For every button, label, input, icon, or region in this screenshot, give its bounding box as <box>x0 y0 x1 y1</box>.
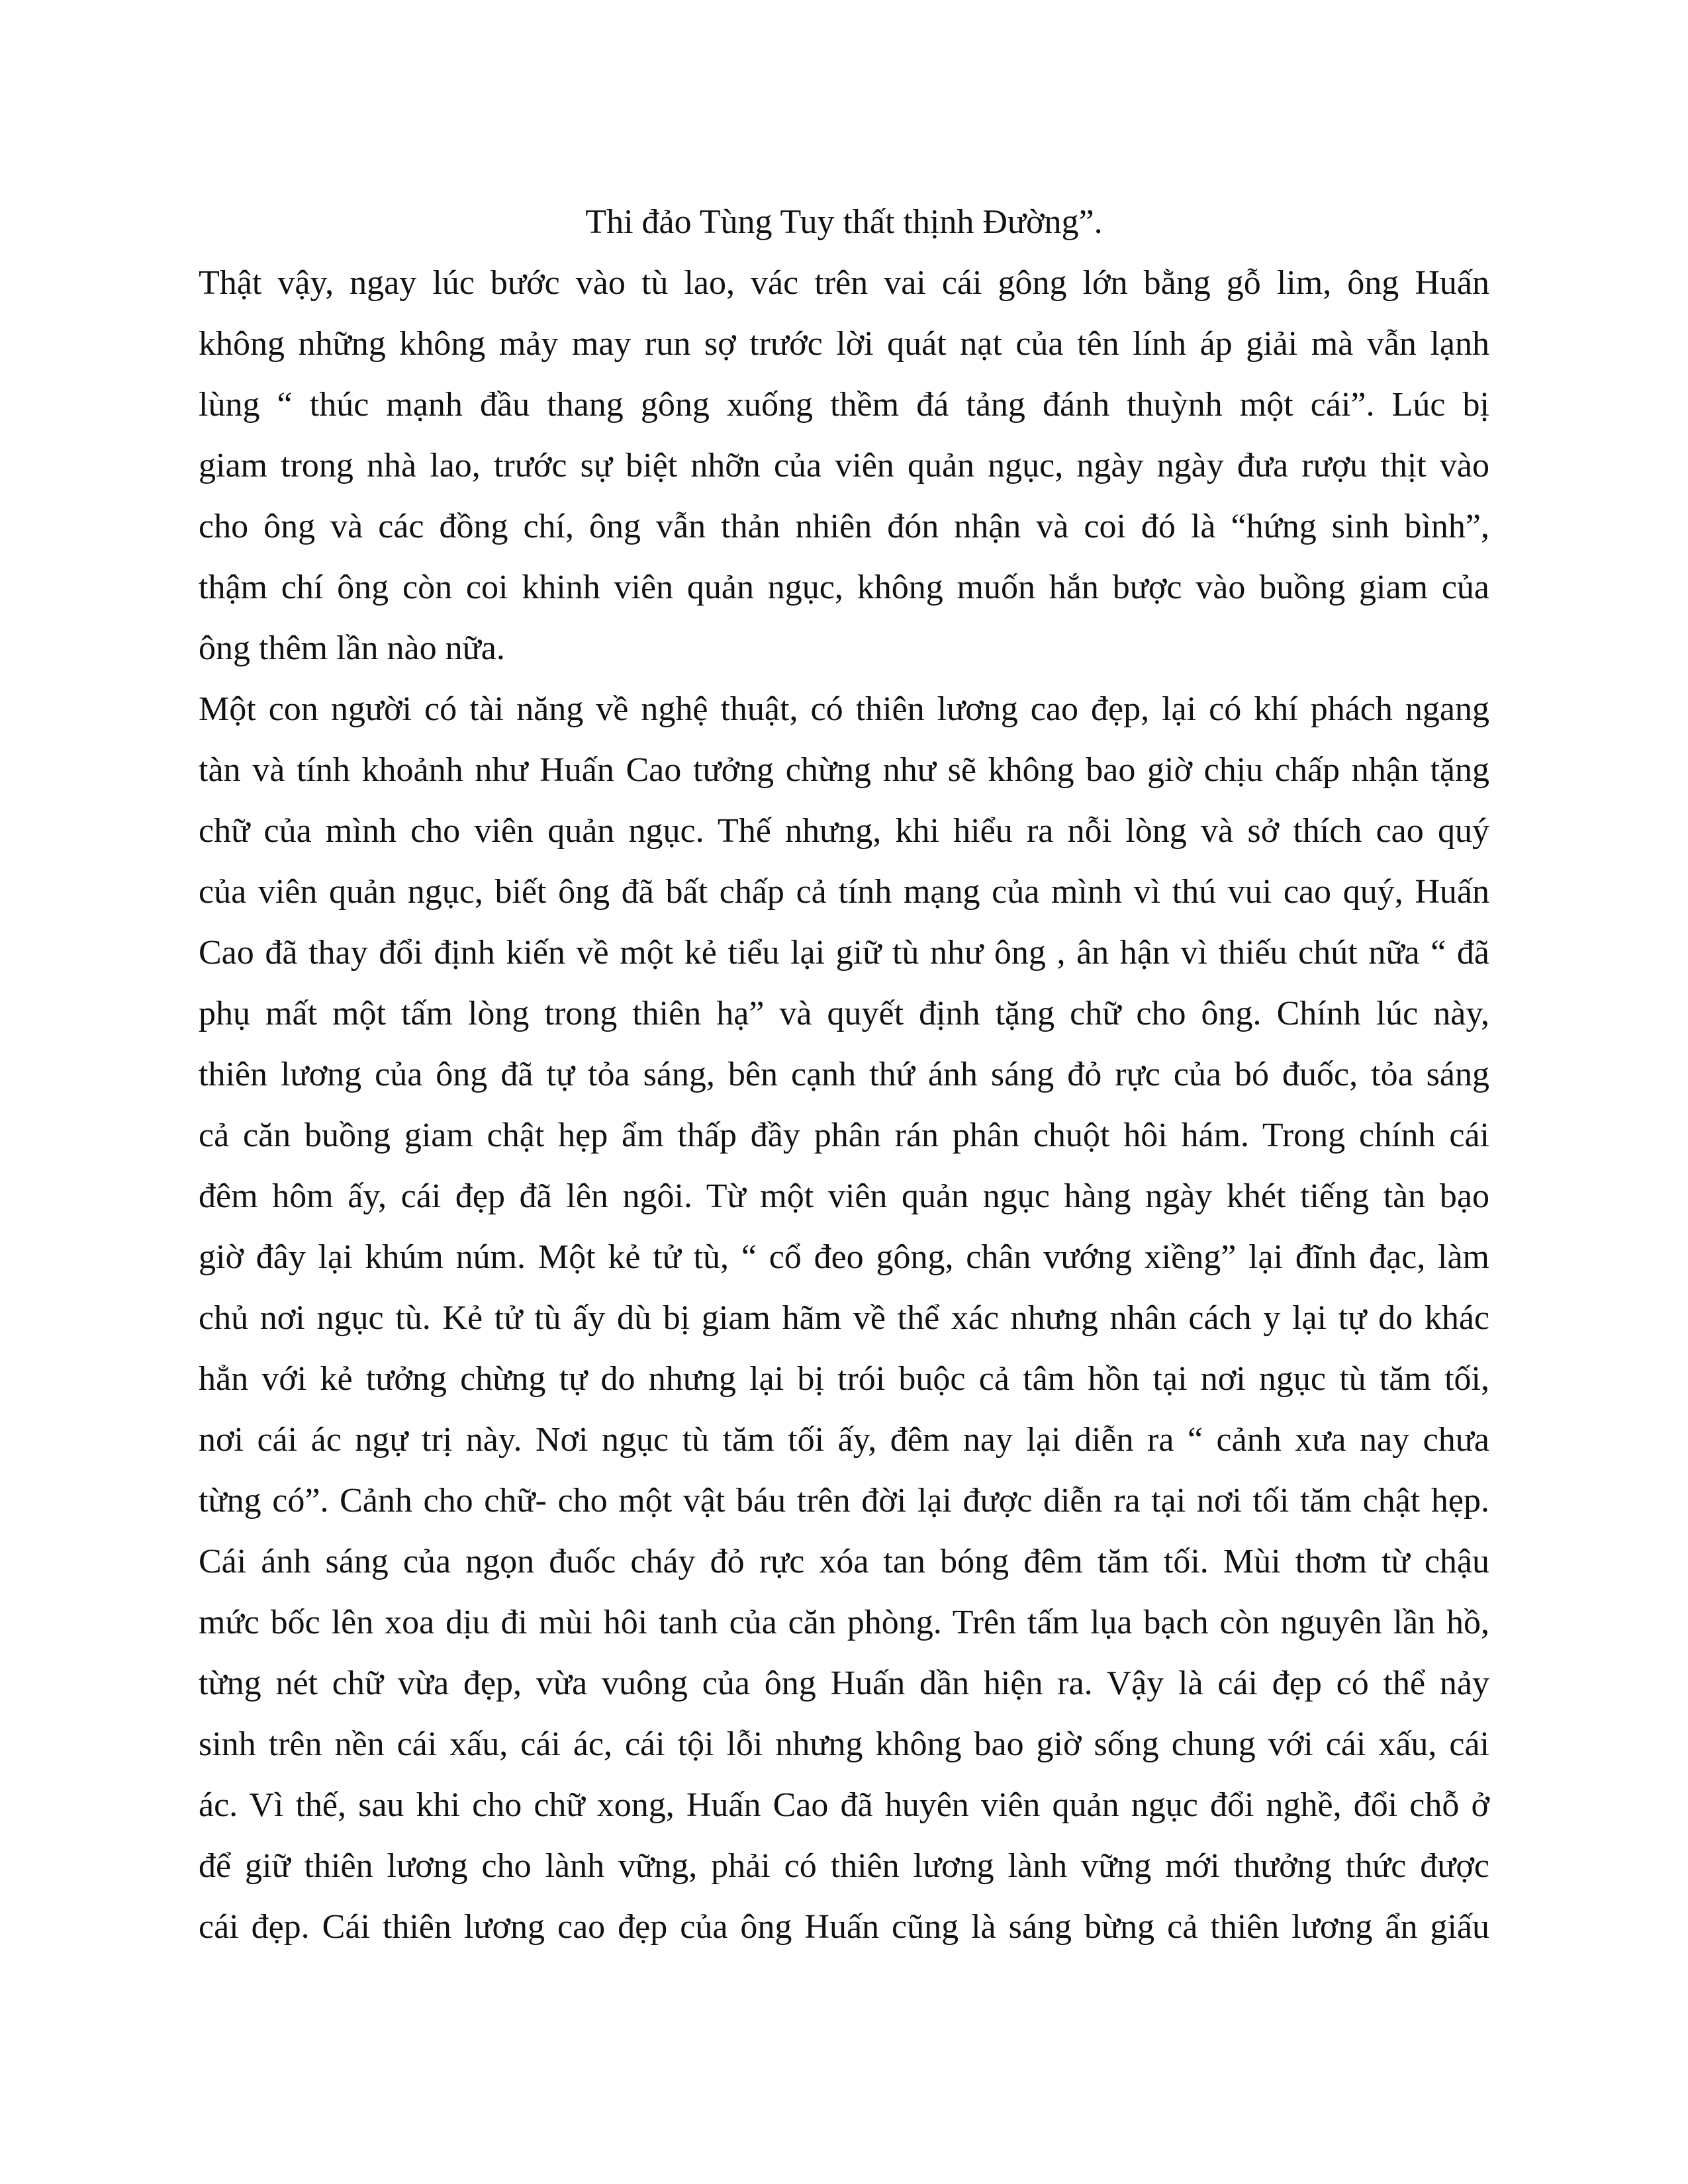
text-line: giờ đây lại khúm núm. Một kẻ tử tù, “ cổ đeo gông, chân vướng xiềng” lại đĩnh đạc, làm <box>199 1238 1489 1276</box>
text-line: nơi cái ác ngự trị này. Nơi ngục tù tăm tối ấy, đêm nay lại diễn ra “ cảnh xưa nay chưa <box>199 1421 1489 1459</box>
paragraph-1 <box>199 253 1489 679</box>
text-line: Một con người có tài năng về nghệ thuật, có thiên lương cao đẹp, lại có khí phách ngang <box>199 690 1489 728</box>
text-line: đêm hôm ấy, cái đẹp đã lên ngôi. Từ một viên quản ngục hàng ngày khét tiếng tàn bạo <box>199 1177 1489 1215</box>
text-line: từng có”. Cảnh cho chữ- cho một vật báu trên đời lại được diễn ra tại nơi tối tăm chật hẹp. <box>199 1482 1489 1520</box>
paragraph-2 <box>199 679 1489 1958</box>
text-line: cho ông và các đồng chí, ông vẫn thản nhiên đón nhận và coi đó là “hứng sinh bình”, <box>199 508 1489 545</box>
text-line: từng nét chữ vừa đẹp, vừa vuông của ông Huấn dần hiện ra. Vậy là cái đẹp có thể nảy <box>199 1664 1489 1702</box>
text-line: của viên quản ngục, biết ông đã bất chấp cả tính mạng của mình vì thú vui cao quý, Huấn <box>199 873 1489 911</box>
text-line: để giữ thiên lương cho lành vững, phải có thiên lương lành vững mới thưởng thức được <box>199 1847 1489 1885</box>
text-line: ông thêm lần nào nữa. <box>199 629 505 667</box>
text-line: ác. Vì thế, sau khi cho chữ xong, Huấn Cao đã huyên viên quản ngục đổi nghề, đổi chỗ ở <box>199 1786 1489 1824</box>
document-body <box>199 192 1489 1958</box>
text-line: Cái ánh sáng của ngọn đuốc cháy đỏ rực xóa tan bóng đêm tăm tối. Mùi thơm từ chậu <box>199 1543 1489 1580</box>
text-line: thậm chí ông còn coi khinh viên quản ngục, không muốn hắn bược vào buồng giam của <box>199 569 1489 606</box>
text-line: Cao đã thay đổi định kiến về một kẻ tiểu lại giữ tù như ông , ân hận vì thiếu chút nữa “ đã <box>199 934 1489 972</box>
text-line: mức bốc lên xoa dịu đi mùi hôi tanh của căn phòng. Trên tấm lụa bạch còn nguyên lần hồ, <box>199 1604 1489 1641</box>
text-line: tàn và tính khoảnh như Huấn Cao tưởng chừng như sẽ không bao giờ chịu chấp nhận tặng <box>199 751 1489 789</box>
text-line: lùng “ thúc mạnh đầu thang gông xuống thềm đá tảng đánh thuỳnh một cái”. Lúc bị <box>199 386 1489 424</box>
title-line: Thi đảo Tùng Tuy thất thịnh Đường”. <box>585 203 1103 241</box>
text-line: chủ nơi ngục tù. Kẻ tử tù ấy dù bị giam hãm về thể xác nhưng nhân cách y lại tự do khác <box>199 1299 1489 1337</box>
text-line: Thật vậy, ngay lúc bước vào tù lao, vác trên vai cái gông lớn bằng gỗ lim, ông Huấn <box>199 264 1489 302</box>
text-line: cái đẹp. Cái thiên lương cao đẹp của ông Huấn cũng là sáng bừng cả thiên lương ẩn giấu <box>199 1908 1489 1946</box>
text-line: thiên lương của ông đã tự tỏa sáng, bên cạnh thứ ánh sáng đỏ rực của bó đuốc, tỏa sáng <box>199 1056 1489 1093</box>
text-line: giam trong nhà lao, trước sự biệt nhỡn của viên quản ngục, ngày ngày đưa rượu thịt vào <box>199 447 1489 484</box>
text-line: cả căn buồng giam chật hẹp ẩm thấp đầy phân rán phân chuột hôi hám. Trong chính cái <box>199 1116 1489 1154</box>
text-line: phụ mất một tấm lòng trong thiên hạ” và quyết định tặng chữ cho ông. Chính lúc này, <box>199 995 1489 1032</box>
text-line: không những không mảy may run sợ trước lời quát nạt của tên lính áp giải mà vẫn lạnh <box>199 325 1489 363</box>
text-line: sinh trên nền cái xấu, cái ác, cái tội lỗi nhưng không bao giờ sống chung với cái xấu, cái <box>199 1725 1489 1763</box>
text-line: chữ của mình cho viên quản ngục. Thế nhưng, khi hiểu ra nỗi lòng và sở thích cao quý <box>199 812 1489 850</box>
text-line: hẳn với kẻ tưởng chừng tự do nhưng lại bị trói buộc cả tâm hồn tại nơi ngục tù tăm tối, <box>199 1360 1489 1398</box>
